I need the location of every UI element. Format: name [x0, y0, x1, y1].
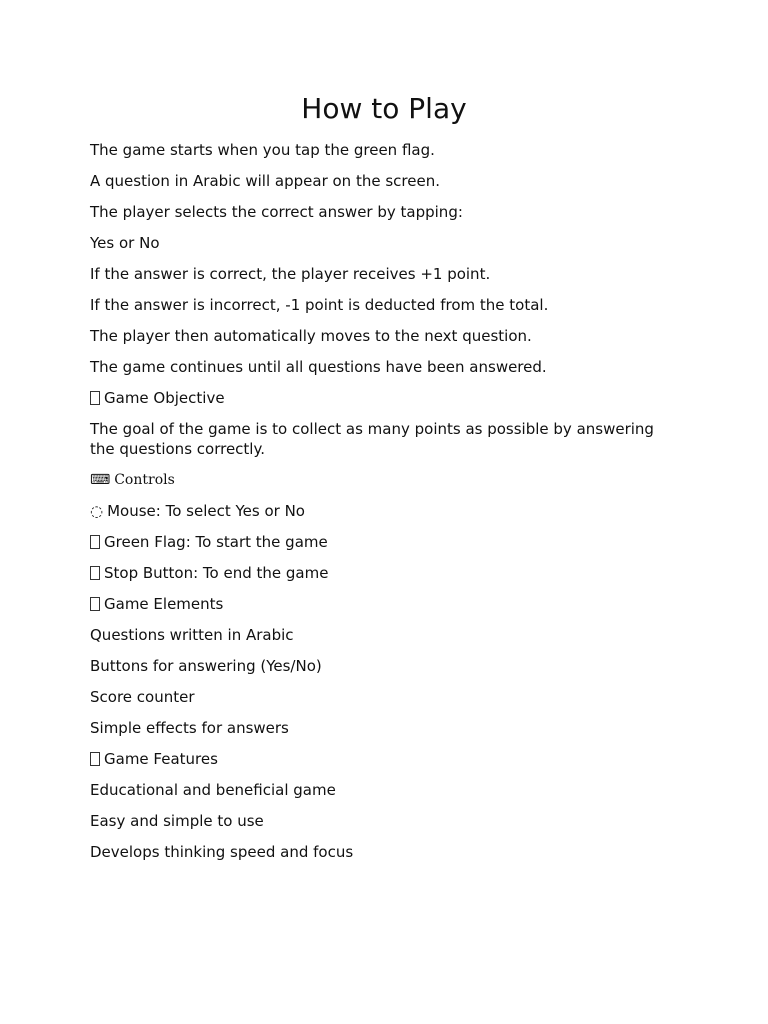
- controls-heading: [90, 470, 680, 490]
- instruction-5: If the answer is correct, the player receives +1 point.: [90, 265, 491, 283]
- control-mouse-label: Mouse: To select Yes or No: [107, 502, 305, 520]
- feature-item-1: Educational and beneficial game: [90, 781, 336, 799]
- element-item-1: Questions written in Arabic: [90, 626, 294, 644]
- features-heading: [90, 749, 680, 769]
- objective-text: The goal of the game is to collect as many points as possible by answering the questions correctly.: [90, 420, 654, 458]
- control-stop-button: [90, 563, 680, 583]
- feature-item-2: Easy and simple to use: [90, 812, 264, 830]
- controls-heading-label: Controls: [114, 472, 175, 488]
- puzzle-icon: [90, 597, 100, 611]
- document-body: [90, 140, 680, 873]
- instruction-7: The player then automatically moves to the next question.: [90, 327, 532, 345]
- stop-button-icon: [90, 566, 100, 580]
- element-item-4: Simple effects for answers: [90, 719, 289, 737]
- instruction-2: A question in Arabic will appear on the screen.: [90, 172, 440, 190]
- control-mouse: [90, 501, 680, 521]
- objective-heading: [90, 388, 680, 408]
- elements-heading: [90, 594, 680, 614]
- elements-heading-label: Game Elements: [104, 595, 224, 613]
- element-item-2: Buttons for answering (Yes/No): [90, 657, 322, 675]
- instruction-8: The game continues until all questions have been answered.: [90, 358, 547, 376]
- features-heading-label: Game Features: [104, 750, 218, 768]
- page-title: How to Play: [301, 92, 467, 125]
- instruction-6: If the answer is incorrect, -1 point is deducted from the total.: [90, 296, 549, 314]
- instruction-4: Yes or No: [90, 234, 160, 252]
- target-icon: [90, 391, 100, 405]
- control-green-flag: [90, 532, 680, 552]
- control-stop-button-label: Stop Button: To end the game: [104, 564, 329, 582]
- objective-heading-label: Game Objective: [104, 389, 225, 407]
- star-icon: [90, 752, 100, 766]
- instruction-3: The player selects the correct answer by tapping:: [90, 203, 463, 221]
- control-green-flag-label: Green Flag: To start the game: [104, 533, 328, 551]
- feature-item-3: Develops thinking speed and focus: [90, 843, 354, 861]
- instruction-1: The game starts when you tap the green flag.: [90, 141, 435, 159]
- keyboard-icon: ⌨: [90, 472, 111, 488]
- mouse-icon: ◌: [90, 502, 104, 520]
- element-item-3: Score counter: [90, 688, 195, 706]
- green-flag-icon: [90, 535, 100, 549]
